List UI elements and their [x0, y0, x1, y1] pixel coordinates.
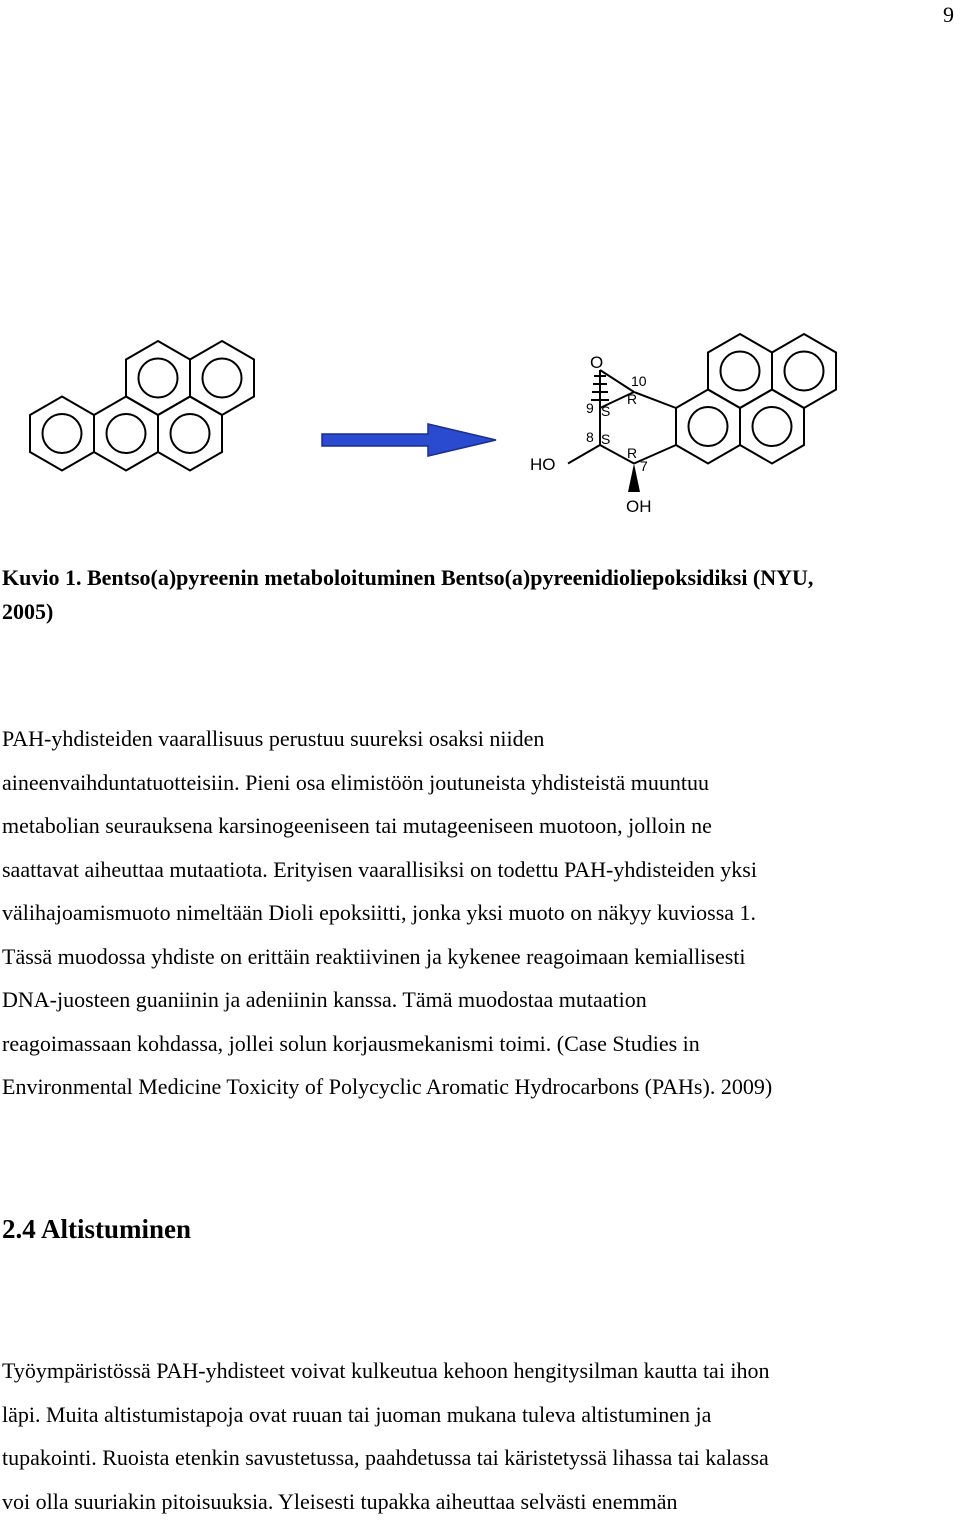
label-position-8: 8 — [586, 429, 594, 445]
label-position-10: 10 — [631, 373, 647, 389]
paragraph-line: saattavat aiheuttaa mutaatiota. Erityisen vaarallisiksi on todettu PAH-yhdisteiden yksi — [2, 848, 952, 892]
paragraph-line: DNA-juosteen guaniinin ja adeniinin kanssa. Tämä muodostaa mutaation — [2, 978, 952, 1022]
page-number: 9 — [943, 2, 954, 28]
paragraph-line: aineenvaihduntatuotteisiin. Pieni osa elimistöön joutuneista yhdisteistä muuntuu — [2, 761, 952, 805]
paragraph-line: Työympäristössä PAH-yhdisteet voivat kulkeutua kehoon hengitysilman kautta tai ihon — [2, 1349, 952, 1393]
label-position-9: 9 — [586, 400, 594, 416]
reaction-arrow — [322, 424, 496, 456]
label-stereo-s-upper: S — [601, 403, 610, 419]
paragraph-line: tupakointi. Ruoista etenkin savustetussa, paahdetussa tai käristetyssä lihassa tai kalassa — [2, 1436, 952, 1480]
label-stereo-s-lower: S — [601, 431, 610, 447]
paragraph-line: reagoimassaan kohdassa, jollei solun korjausmekanismi toimi. (Case Studies in — [2, 1022, 952, 1066]
label-oxygen: O — [590, 353, 603, 372]
label-stereo-r-lower: R — [627, 445, 637, 461]
solid-wedge-bond — [628, 464, 640, 493]
label-position-7: 7 — [640, 458, 648, 474]
label-hydroxyl-bottom: OH — [626, 497, 652, 516]
reaction-scheme-drawing — [0, 320, 960, 520]
label-stereo-r-upper: R — [627, 391, 637, 407]
paragraph-line: läpi. Muita altistumistapoja ovat ruuan tai juoman mukana tuleva altistuminen ja — [2, 1393, 952, 1437]
benzo-a-pyrene-structure — [30, 341, 254, 471]
paragraph-line: voi olla suuriakin pitoisuuksia. Yleisesti tupakka aiheuttaa selvästi enemmän — [2, 1480, 952, 1523]
section-heading: 2.4 Altistuminen — [2, 1214, 191, 1245]
paragraph-metabolism — [2, 717, 952, 1109]
label-hydroxyl-left: HO — [530, 455, 556, 474]
paragraph-line: Tässä muodossa yhdiste on erittäin reaktiivinen ja kykenee reagoimaan kemiallisesti — [2, 935, 952, 979]
figure-caption — [2, 561, 952, 629]
paragraph-exposure — [2, 1349, 952, 1523]
paragraph-line: PAH-yhdisteiden vaarallisuus perustuu suureksi osaksi niiden — [2, 717, 952, 761]
caption-line: 2005) — [2, 595, 952, 629]
figure-reaction-scheme — [0, 320, 960, 520]
paragraph-line: välihajoamismuoto nimeltään Dioli epoksiitti, jonka yksi muoto on näkyy kuviossa 1. — [2, 891, 952, 935]
paragraph-line: Environmental Medicine Toxicity of Polycyclic Aromatic Hydrocarbons (PAHs). 2009) — [2, 1065, 952, 1109]
paragraph-line: metabolian seurauksena karsinogeeniseen tai mutageeniseen muotoon, jolloin ne — [2, 804, 952, 848]
caption-line: Kuvio 1. Bentso(a)pyreenin metaboloituminen Bentso(a)pyreenidioliepoksidiksi (NYU, — [2, 561, 952, 595]
